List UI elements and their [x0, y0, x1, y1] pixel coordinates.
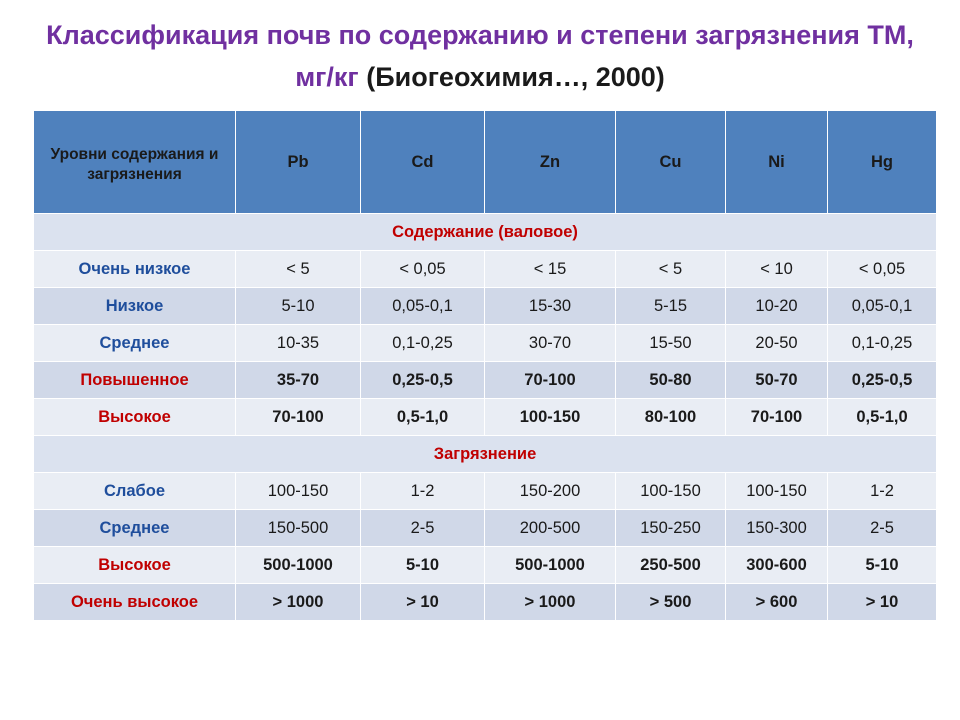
row-label: Среднее	[34, 510, 236, 547]
table-cell: 50-70	[726, 362, 828, 399]
table-cell: > 500	[616, 584, 726, 621]
table-row	[34, 399, 937, 436]
table-cell: > 600	[726, 584, 828, 621]
table-cell: 70-100	[485, 362, 616, 399]
row-label: Слабое	[34, 473, 236, 510]
header-element-zn: Zn	[485, 111, 616, 214]
table-cell: 10-35	[236, 325, 361, 362]
table-cell: 15-30	[485, 288, 616, 325]
table-cell: > 1000	[485, 584, 616, 621]
table-cell: 10-20	[726, 288, 828, 325]
table-cell: 5-10	[361, 547, 485, 584]
header-element-cu: Cu	[616, 111, 726, 214]
table-cell: 5-10	[828, 547, 937, 584]
table-cell: < 10	[726, 251, 828, 288]
table-cell: 30-70	[485, 325, 616, 362]
table-cell: 2-5	[828, 510, 937, 547]
header-element-pb: Pb	[236, 111, 361, 214]
table-row	[34, 547, 937, 584]
row-label: Очень высокое	[34, 584, 236, 621]
table-cell: 500-1000	[236, 547, 361, 584]
table-cell: 0,1-0,25	[361, 325, 485, 362]
table-cell: 0,1-0,25	[828, 325, 937, 362]
row-label: Повышенное	[34, 362, 236, 399]
table-cell: 100-150	[236, 473, 361, 510]
table-row	[34, 510, 937, 547]
table-cell: 0,05-0,1	[828, 288, 937, 325]
row-label: Среднее	[34, 325, 236, 362]
header-element-ni: Ni	[726, 111, 828, 214]
table-cell: < 0,05	[361, 251, 485, 288]
table-cell: 2-5	[361, 510, 485, 547]
table-cell: 1-2	[361, 473, 485, 510]
table-cell: 200-500	[485, 510, 616, 547]
table-cell: < 5	[616, 251, 726, 288]
table-cell: 1-2	[828, 473, 937, 510]
table-cell: 0,05-0,1	[361, 288, 485, 325]
table-cell: 5-15	[616, 288, 726, 325]
table-cell: 100-150	[616, 473, 726, 510]
header-row	[34, 111, 937, 214]
table-cell: 20-50	[726, 325, 828, 362]
table-row	[34, 325, 937, 362]
table-cell: 70-100	[236, 399, 361, 436]
table-cell: 0,25-0,5	[361, 362, 485, 399]
table-cell: 100-150	[726, 473, 828, 510]
header-element-cd: Cd	[361, 111, 485, 214]
table-cell: > 10	[361, 584, 485, 621]
table-cell: 500-1000	[485, 547, 616, 584]
row-label: Низкое	[34, 288, 236, 325]
table-row	[34, 251, 937, 288]
table-cell: 0,5-1,0	[361, 399, 485, 436]
table-cell: 0,25-0,5	[828, 362, 937, 399]
row-label: Высокое	[34, 399, 236, 436]
table-cell: 35-70	[236, 362, 361, 399]
table-cell: 80-100	[616, 399, 726, 436]
table-cell: < 5	[236, 251, 361, 288]
section-header-row	[34, 214, 937, 251]
section-title: Содержание (валовое)	[34, 214, 937, 251]
title-main: Классификация почв по содержанию и степени загрязнения ТМ, мг/кг	[46, 20, 914, 92]
table-cell: < 15	[485, 251, 616, 288]
table-cell: 150-500	[236, 510, 361, 547]
table-cell: 250-500	[616, 547, 726, 584]
section-header-row	[34, 436, 937, 473]
table-cell: 100-150	[485, 399, 616, 436]
table-cell: 5-10	[236, 288, 361, 325]
table-cell: 15-50	[616, 325, 726, 362]
table-cell: 150-300	[726, 510, 828, 547]
header-levels: Уровни содержания и загрязнения	[34, 111, 236, 214]
table-cell: > 1000	[236, 584, 361, 621]
row-label: Очень низкое	[34, 251, 236, 288]
table-cell: > 10	[828, 584, 937, 621]
table-cell: 70-100	[726, 399, 828, 436]
table-cell: 0,5-1,0	[828, 399, 937, 436]
slide-title	[40, 14, 920, 98]
table-cell: 150-250	[616, 510, 726, 547]
table-cell: < 0,05	[828, 251, 937, 288]
row-label: Высокое	[34, 547, 236, 584]
header-element-hg: Hg	[828, 111, 937, 214]
table-row	[34, 473, 937, 510]
title-source: (Биогеохимия…, 2000)	[366, 62, 665, 92]
table-row	[34, 288, 937, 325]
table-row	[34, 584, 937, 621]
soil-classification-table	[33, 110, 937, 621]
table-cell: 50-80	[616, 362, 726, 399]
table-cell: 300-600	[726, 547, 828, 584]
table-row	[34, 362, 937, 399]
table-cell: 150-200	[485, 473, 616, 510]
section-title: Загрязнение	[34, 436, 937, 473]
